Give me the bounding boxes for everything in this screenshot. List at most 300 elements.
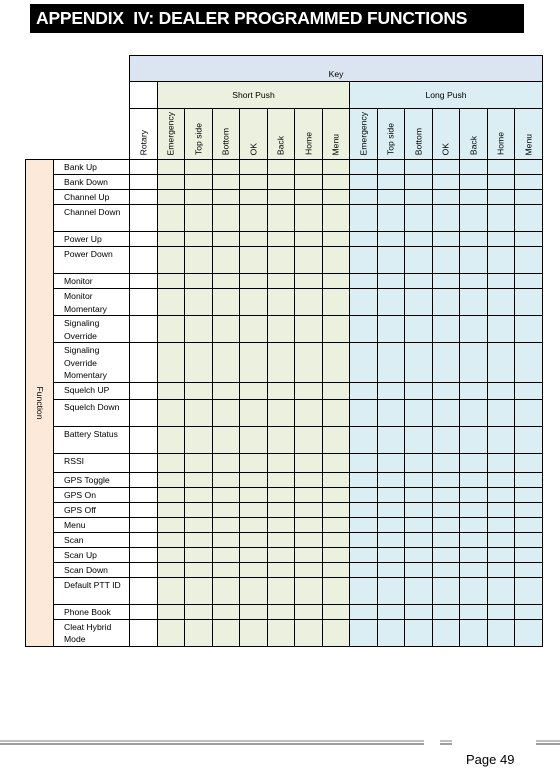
assignment-cell[interactable]: [323, 532, 350, 547]
assignment-cell[interactable]: [268, 502, 295, 517]
assignment-cell[interactable]: [268, 232, 295, 247]
assignment-cell[interactable]: [240, 247, 268, 274]
assignment-cell[interactable]: [488, 205, 515, 232]
assignment-cell[interactable]: [213, 399, 240, 426]
assignment-cell[interactable]: [213, 247, 240, 274]
assignment-cell[interactable]: [350, 577, 378, 604]
assignment-cell[interactable]: [515, 472, 543, 487]
assignment-cell[interactable]: [268, 472, 295, 487]
assignment-cell[interactable]: [433, 399, 460, 426]
assignment-cell[interactable]: [213, 426, 240, 453]
assignment-cell[interactable]: [515, 577, 543, 604]
assignment-cell[interactable]: [378, 175, 405, 190]
assignment-cell[interactable]: [295, 619, 323, 646]
assignment-cell[interactable]: [130, 487, 158, 502]
assignment-cell[interactable]: [378, 247, 405, 274]
assignment-cell[interactable]: [350, 247, 378, 274]
assignment-cell[interactable]: [378, 547, 405, 562]
assignment-cell[interactable]: [185, 399, 213, 426]
assignment-cell[interactable]: [433, 502, 460, 517]
assignment-cell[interactable]: [213, 175, 240, 190]
assignment-cell[interactable]: [378, 274, 405, 289]
assignment-cell[interactable]: [378, 382, 405, 399]
assignment-cell[interactable]: [378, 426, 405, 453]
assignment-cell[interactable]: [240, 316, 268, 343]
assignment-cell[interactable]: [268, 316, 295, 343]
assignment-cell[interactable]: [185, 160, 213, 175]
assignment-cell[interactable]: [268, 604, 295, 619]
assignment-cell[interactable]: [268, 453, 295, 472]
assignment-cell[interactable]: [213, 487, 240, 502]
assignment-cell[interactable]: [295, 382, 323, 399]
assignment-cell[interactable]: [378, 343, 405, 383]
assignment-cell[interactable]: [405, 487, 433, 502]
assignment-cell[interactable]: [130, 517, 158, 532]
assignment-cell[interactable]: [323, 577, 350, 604]
assignment-cell[interactable]: [433, 577, 460, 604]
assignment-cell[interactable]: [433, 316, 460, 343]
assignment-cell[interactable]: [213, 604, 240, 619]
assignment-cell[interactable]: [295, 562, 323, 577]
assignment-cell[interactable]: [213, 274, 240, 289]
assignment-cell[interactable]: [488, 453, 515, 472]
assignment-cell[interactable]: [515, 232, 543, 247]
assignment-cell[interactable]: [240, 160, 268, 175]
assignment-cell[interactable]: [350, 382, 378, 399]
assignment-cell[interactable]: [405, 274, 433, 289]
assignment-cell[interactable]: [185, 190, 213, 205]
assignment-cell[interactable]: [350, 487, 378, 502]
assignment-cell[interactable]: [350, 205, 378, 232]
assignment-cell[interactable]: [433, 604, 460, 619]
assignment-cell[interactable]: [515, 399, 543, 426]
assignment-cell[interactable]: [405, 160, 433, 175]
assignment-cell[interactable]: [405, 247, 433, 274]
assignment-cell[interactable]: [405, 453, 433, 472]
assignment-cell[interactable]: [268, 343, 295, 383]
assignment-cell[interactable]: [185, 577, 213, 604]
assignment-cell[interactable]: [295, 232, 323, 247]
assignment-cell[interactable]: [515, 426, 543, 453]
assignment-cell[interactable]: [268, 619, 295, 646]
assignment-cell[interactable]: [405, 604, 433, 619]
assignment-cell[interactable]: [295, 205, 323, 232]
assignment-cell[interactable]: [433, 232, 460, 247]
assignment-cell[interactable]: [488, 517, 515, 532]
assignment-cell[interactable]: [378, 619, 405, 646]
assignment-cell[interactable]: [130, 532, 158, 547]
assignment-cell[interactable]: [350, 274, 378, 289]
assignment-cell[interactable]: [350, 547, 378, 562]
assignment-cell[interactable]: [158, 289, 185, 316]
assignment-cell[interactable]: [213, 316, 240, 343]
assignment-cell[interactable]: [460, 426, 488, 453]
assignment-cell[interactable]: [378, 289, 405, 316]
assignment-cell[interactable]: [268, 160, 295, 175]
assignment-cell[interactable]: [515, 547, 543, 562]
assignment-cell[interactable]: [268, 487, 295, 502]
assignment-cell[interactable]: [213, 343, 240, 383]
assignment-cell[interactable]: [350, 399, 378, 426]
assignment-cell[interactable]: [460, 160, 488, 175]
assignment-cell[interactable]: [433, 472, 460, 487]
assignment-cell[interactable]: [240, 487, 268, 502]
assignment-cell[interactable]: [460, 399, 488, 426]
assignment-cell[interactable]: [158, 190, 185, 205]
assignment-cell[interactable]: [295, 289, 323, 316]
assignment-cell[interactable]: [350, 190, 378, 205]
assignment-cell[interactable]: [130, 604, 158, 619]
assignment-cell[interactable]: [295, 343, 323, 383]
assignment-cell[interactable]: [130, 247, 158, 274]
assignment-cell[interactable]: [378, 316, 405, 343]
assignment-cell[interactable]: [460, 274, 488, 289]
assignment-cell[interactable]: [515, 502, 543, 517]
assignment-cell[interactable]: [240, 517, 268, 532]
assignment-cell[interactable]: [433, 487, 460, 502]
assignment-cell[interactable]: [295, 247, 323, 274]
assignment-cell[interactable]: [405, 502, 433, 517]
assignment-cell[interactable]: [158, 426, 185, 453]
assignment-cell[interactable]: [433, 562, 460, 577]
assignment-cell[interactable]: [350, 160, 378, 175]
assignment-cell[interactable]: [323, 517, 350, 532]
assignment-cell[interactable]: [295, 426, 323, 453]
assignment-cell[interactable]: [488, 382, 515, 399]
assignment-cell[interactable]: [350, 343, 378, 383]
assignment-cell[interactable]: [460, 289, 488, 316]
assignment-cell[interactable]: [295, 517, 323, 532]
assignment-cell[interactable]: [405, 577, 433, 604]
assignment-cell[interactable]: [460, 547, 488, 562]
assignment-cell[interactable]: [130, 426, 158, 453]
assignment-cell[interactable]: [130, 232, 158, 247]
assignment-cell[interactable]: [378, 399, 405, 426]
assignment-cell[interactable]: [240, 547, 268, 562]
assignment-cell[interactable]: [323, 619, 350, 646]
assignment-cell[interactable]: [268, 382, 295, 399]
assignment-cell[interactable]: [488, 289, 515, 316]
assignment-cell[interactable]: [378, 517, 405, 532]
assignment-cell[interactable]: [433, 517, 460, 532]
assignment-cell[interactable]: [268, 247, 295, 274]
assignment-cell[interactable]: [323, 472, 350, 487]
assignment-cell[interactable]: [460, 487, 488, 502]
assignment-cell[interactable]: [515, 517, 543, 532]
assignment-cell[interactable]: [158, 577, 185, 604]
assignment-cell[interactable]: [488, 487, 515, 502]
assignment-cell[interactable]: [158, 517, 185, 532]
assignment-cell[interactable]: [323, 190, 350, 205]
assignment-cell[interactable]: [268, 289, 295, 316]
assignment-cell[interactable]: [433, 190, 460, 205]
assignment-cell[interactable]: [295, 532, 323, 547]
assignment-cell[interactable]: [405, 472, 433, 487]
assignment-cell[interactable]: [405, 426, 433, 453]
assignment-cell[interactable]: [323, 453, 350, 472]
assignment-cell[interactable]: [158, 316, 185, 343]
assignment-cell[interactable]: [350, 232, 378, 247]
assignment-cell[interactable]: [378, 502, 405, 517]
assignment-cell[interactable]: [130, 316, 158, 343]
assignment-cell[interactable]: [515, 289, 543, 316]
assignment-cell[interactable]: [515, 160, 543, 175]
assignment-cell[interactable]: [515, 175, 543, 190]
assignment-cell[interactable]: [295, 502, 323, 517]
assignment-cell[interactable]: [460, 190, 488, 205]
assignment-cell[interactable]: [460, 382, 488, 399]
assignment-cell[interactable]: [268, 274, 295, 289]
assignment-cell[interactable]: [295, 316, 323, 343]
assignment-cell[interactable]: [295, 453, 323, 472]
assignment-cell[interactable]: [460, 247, 488, 274]
assignment-cell[interactable]: [350, 619, 378, 646]
assignment-cell[interactable]: [323, 399, 350, 426]
assignment-cell[interactable]: [213, 472, 240, 487]
assignment-cell[interactable]: [158, 160, 185, 175]
assignment-cell[interactable]: [460, 604, 488, 619]
assignment-cell[interactable]: [405, 619, 433, 646]
assignment-cell[interactable]: [240, 205, 268, 232]
assignment-cell[interactable]: [213, 205, 240, 232]
assignment-cell[interactable]: [240, 532, 268, 547]
assignment-cell[interactable]: [323, 247, 350, 274]
assignment-cell[interactable]: [185, 175, 213, 190]
assignment-cell[interactable]: [240, 382, 268, 399]
assignment-cell[interactable]: [488, 316, 515, 343]
assignment-cell[interactable]: [433, 426, 460, 453]
assignment-cell[interactable]: [158, 232, 185, 247]
assignment-cell[interactable]: [378, 190, 405, 205]
assignment-cell[interactable]: [268, 577, 295, 604]
assignment-cell[interactable]: [433, 382, 460, 399]
assignment-cell[interactable]: [158, 274, 185, 289]
assignment-cell[interactable]: [240, 604, 268, 619]
assignment-cell[interactable]: [515, 453, 543, 472]
assignment-cell[interactable]: [213, 160, 240, 175]
assignment-cell[interactable]: [460, 562, 488, 577]
assignment-cell[interactable]: [515, 190, 543, 205]
assignment-cell[interactable]: [460, 517, 488, 532]
assignment-cell[interactable]: [460, 472, 488, 487]
assignment-cell[interactable]: [460, 577, 488, 604]
assignment-cell[interactable]: [378, 532, 405, 547]
assignment-cell[interactable]: [405, 532, 433, 547]
assignment-cell[interactable]: [240, 343, 268, 383]
assignment-cell[interactable]: [130, 289, 158, 316]
assignment-cell[interactable]: [350, 532, 378, 547]
assignment-cell[interactable]: [350, 289, 378, 316]
assignment-cell[interactable]: [158, 604, 185, 619]
assignment-cell[interactable]: [130, 160, 158, 175]
assignment-cell[interactable]: [488, 562, 515, 577]
assignment-cell[interactable]: [488, 502, 515, 517]
assignment-cell[interactable]: [295, 487, 323, 502]
assignment-cell[interactable]: [185, 426, 213, 453]
assignment-cell[interactable]: [268, 517, 295, 532]
assignment-cell[interactable]: [240, 289, 268, 316]
assignment-cell[interactable]: [130, 502, 158, 517]
assignment-cell[interactable]: [185, 619, 213, 646]
assignment-cell[interactable]: [158, 382, 185, 399]
assignment-cell[interactable]: [515, 247, 543, 274]
assignment-cell[interactable]: [350, 472, 378, 487]
assignment-cell[interactable]: [185, 205, 213, 232]
assignment-cell[interactable]: [158, 619, 185, 646]
assignment-cell[interactable]: [130, 205, 158, 232]
assignment-cell[interactable]: [213, 190, 240, 205]
assignment-cell[interactable]: [268, 562, 295, 577]
assignment-cell[interactable]: [488, 160, 515, 175]
assignment-cell[interactable]: [433, 160, 460, 175]
assignment-cell[interactable]: [378, 604, 405, 619]
assignment-cell[interactable]: [323, 289, 350, 316]
assignment-cell[interactable]: [240, 562, 268, 577]
assignment-cell[interactable]: [350, 175, 378, 190]
assignment-cell[interactable]: [323, 604, 350, 619]
assignment-cell[interactable]: [488, 426, 515, 453]
assignment-cell[interactable]: [295, 604, 323, 619]
assignment-cell[interactable]: [295, 175, 323, 190]
assignment-cell[interactable]: [488, 175, 515, 190]
assignment-cell[interactable]: [405, 289, 433, 316]
assignment-cell[interactable]: [405, 316, 433, 343]
assignment-cell[interactable]: [185, 604, 213, 619]
assignment-cell[interactable]: [240, 619, 268, 646]
assignment-cell[interactable]: [460, 205, 488, 232]
assignment-cell[interactable]: [130, 619, 158, 646]
assignment-cell[interactable]: [130, 577, 158, 604]
assignment-cell[interactable]: [185, 517, 213, 532]
assignment-cell[interactable]: [295, 547, 323, 562]
assignment-cell[interactable]: [213, 532, 240, 547]
assignment-cell[interactable]: [130, 190, 158, 205]
assignment-cell[interactable]: [405, 399, 433, 426]
assignment-cell[interactable]: [240, 232, 268, 247]
assignment-cell[interactable]: [295, 399, 323, 426]
assignment-cell[interactable]: [488, 619, 515, 646]
assignment-cell[interactable]: [185, 247, 213, 274]
assignment-cell[interactable]: [213, 382, 240, 399]
assignment-cell[interactable]: [185, 453, 213, 472]
assignment-cell[interactable]: [213, 577, 240, 604]
assignment-cell[interactable]: [323, 316, 350, 343]
assignment-cell[interactable]: [433, 619, 460, 646]
assignment-cell[interactable]: [323, 160, 350, 175]
assignment-cell[interactable]: [488, 399, 515, 426]
assignment-cell[interactable]: [515, 487, 543, 502]
assignment-cell[interactable]: [158, 487, 185, 502]
assignment-cell[interactable]: [240, 274, 268, 289]
assignment-cell[interactable]: [515, 382, 543, 399]
assignment-cell[interactable]: [213, 289, 240, 316]
assignment-cell[interactable]: [185, 343, 213, 383]
assignment-cell[interactable]: [268, 399, 295, 426]
assignment-cell[interactable]: [460, 532, 488, 547]
assignment-cell[interactable]: [350, 316, 378, 343]
assignment-cell[interactable]: [213, 619, 240, 646]
assignment-cell[interactable]: [185, 316, 213, 343]
assignment-cell[interactable]: [433, 274, 460, 289]
assignment-cell[interactable]: [323, 487, 350, 502]
assignment-cell[interactable]: [213, 562, 240, 577]
assignment-cell[interactable]: [323, 205, 350, 232]
assignment-cell[interactable]: [240, 175, 268, 190]
assignment-cell[interactable]: [488, 274, 515, 289]
assignment-cell[interactable]: [378, 205, 405, 232]
assignment-cell[interactable]: [460, 232, 488, 247]
assignment-cell[interactable]: [323, 343, 350, 383]
assignment-cell[interactable]: [185, 547, 213, 562]
assignment-cell[interactable]: [185, 472, 213, 487]
assignment-cell[interactable]: [350, 453, 378, 472]
assignment-cell[interactable]: [268, 190, 295, 205]
assignment-cell[interactable]: [323, 274, 350, 289]
assignment-cell[interactable]: [515, 343, 543, 383]
assignment-cell[interactable]: [323, 547, 350, 562]
assignment-cell[interactable]: [460, 502, 488, 517]
assignment-cell[interactable]: [350, 502, 378, 517]
assignment-cell[interactable]: [130, 547, 158, 562]
assignment-cell[interactable]: [185, 274, 213, 289]
assignment-cell[interactable]: [185, 487, 213, 502]
assignment-cell[interactable]: [213, 502, 240, 517]
assignment-cell[interactable]: [158, 453, 185, 472]
assignment-cell[interactable]: [130, 399, 158, 426]
assignment-cell[interactable]: [158, 247, 185, 274]
assignment-cell[interactable]: [268, 426, 295, 453]
assignment-cell[interactable]: [515, 532, 543, 547]
assignment-cell[interactable]: [460, 175, 488, 190]
assignment-cell[interactable]: [323, 426, 350, 453]
assignment-cell[interactable]: [158, 502, 185, 517]
assignment-cell[interactable]: [405, 343, 433, 383]
assignment-cell[interactable]: [158, 547, 185, 562]
assignment-cell[interactable]: [433, 175, 460, 190]
assignment-cell[interactable]: [323, 175, 350, 190]
assignment-cell[interactable]: [213, 517, 240, 532]
assignment-cell[interactable]: [378, 232, 405, 247]
assignment-cell[interactable]: [295, 472, 323, 487]
assignment-cell[interactable]: [488, 247, 515, 274]
assignment-cell[interactable]: [130, 175, 158, 190]
assignment-cell[interactable]: [185, 289, 213, 316]
assignment-cell[interactable]: [433, 289, 460, 316]
assignment-cell[interactable]: [515, 604, 543, 619]
assignment-cell[interactable]: [488, 532, 515, 547]
assignment-cell[interactable]: [488, 343, 515, 383]
assignment-cell[interactable]: [378, 453, 405, 472]
assignment-cell[interactable]: [515, 205, 543, 232]
assignment-cell[interactable]: [405, 382, 433, 399]
assignment-cell[interactable]: [240, 399, 268, 426]
assignment-cell[interactable]: [323, 562, 350, 577]
assignment-cell[interactable]: [515, 619, 543, 646]
assignment-cell[interactable]: [158, 343, 185, 383]
assignment-cell[interactable]: [185, 532, 213, 547]
assignment-cell[interactable]: [158, 472, 185, 487]
assignment-cell[interactable]: [515, 274, 543, 289]
assignment-cell[interactable]: [405, 517, 433, 532]
assignment-cell[interactable]: [433, 343, 460, 383]
assignment-cell[interactable]: [240, 190, 268, 205]
assignment-cell[interactable]: [488, 190, 515, 205]
assignment-cell[interactable]: [405, 190, 433, 205]
assignment-cell[interactable]: [158, 399, 185, 426]
assignment-cell[interactable]: [350, 562, 378, 577]
assignment-cell[interactable]: [130, 382, 158, 399]
assignment-cell[interactable]: [240, 577, 268, 604]
